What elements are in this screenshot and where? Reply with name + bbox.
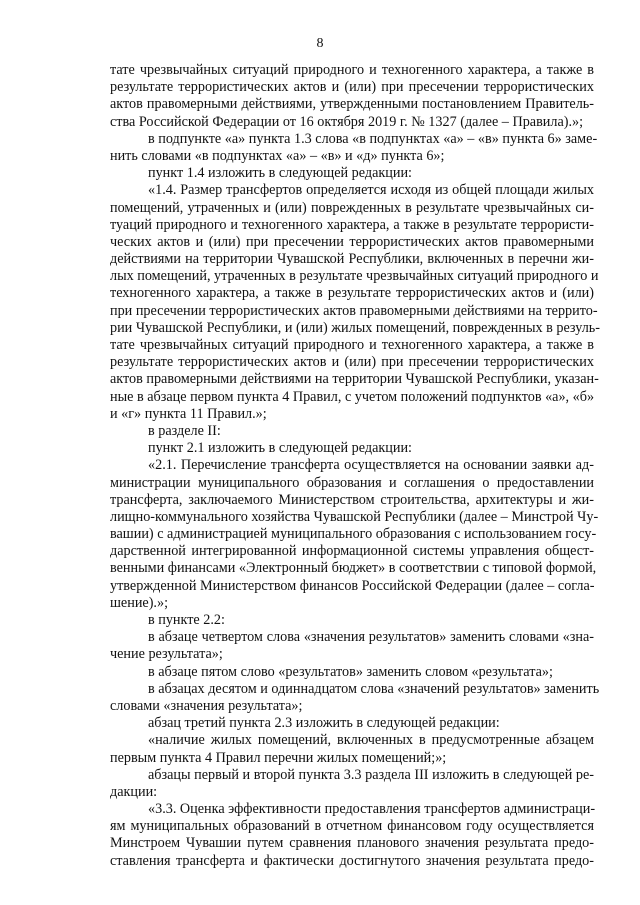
text-line: туаций природного и техногенного характера, а также в результате террористи- — [110, 216, 594, 233]
text-line: результате террористических актов и (или) при пресечении террористических — [110, 354, 594, 371]
text-line: при пресечении террористических актов правомерными действиями на террито- — [110, 302, 598, 319]
text-line: в абзацах десятом и одиннадцатом слова «значений результатов» заменить — [148, 680, 600, 697]
text-line: тате чрезвычайных ситуаций природного и техногенного характера, а также в — [110, 62, 594, 78]
text-line: в разделе II: — [148, 422, 221, 439]
text-line: техногенного характера, а также в результате террористических актов и (или) — [110, 285, 594, 302]
text-line: утвержденной Министерством финансов Российской Федерации (далее – согла- — [110, 577, 595, 594]
text-line: «наличие жилых помещений, включенных в предусмотренные абзацем — [148, 732, 594, 749]
page-number: 8 — [316, 36, 324, 51]
text-line: в абзаце четвертом слова «значения результатов» заменить словами «зна- — [148, 629, 594, 646]
text-line: первым пункта 4 Правил перечни жилых помещений;»; — [110, 749, 447, 766]
text-line: ства Российской Федерации от 16 октября 2019 г. № 1327 (далее – Правила).»; — [110, 113, 584, 130]
text-line: словами «значения результата»; — [110, 697, 303, 714]
text-line: чение результата»; — [110, 646, 223, 663]
text-line: пункт 1.4 изложить в следующей редакции: — [148, 165, 412, 182]
text-line: пункт 2.1 изложить в следующей редакции: — [148, 440, 412, 457]
text-line: в пункте 2.2: — [148, 612, 225, 628]
text-line: Минстроем Чувашии путем сравнения планового значения результата предо- — [110, 835, 594, 852]
text-line: министрации муниципального образования и соглашения о предоставлении — [110, 474, 594, 491]
text-line: актов правомерными действиями, утвержденными постановлением Правитель- — [110, 96, 594, 113]
text-line: шение).»; — [110, 594, 169, 611]
text-line: в абзаце пятом слово «результатов» заменить словом «результата»; — [148, 663, 553, 680]
text-line: и «г» пункта 11 Правил.»; — [110, 405, 267, 422]
text-line: абзацы первый и второй пункта 3.3 раздела III изложить в следующей ре- — [148, 766, 594, 783]
text-line: рии Чувашской Республики, и (или) жилых помещений, поврежденных в резуль- — [110, 319, 600, 336]
text-line: актов правомерными действиями на территории Чувашской Республики, указан- — [110, 371, 599, 388]
text-line: «2.1. Перечисление трансферта осуществляется на основании заявки ад- — [148, 457, 594, 474]
text-line: дакции: — [110, 783, 158, 800]
text-line: «1.4. Размер трансфертов определяется исходя из общей площади жилых — [148, 182, 594, 199]
text-line: действиями на территории Чувашской Республики, включенных в перечни жи- — [110, 251, 594, 268]
text-line: абзац третий пункта 2.3 изложить в следующей редакции: — [148, 715, 500, 732]
text-line: ческих актов и (или) при пресечении террористических актов правомерными — [110, 233, 594, 250]
text-line: вашии) с администрацией муниципального образования с использованием госу- — [110, 526, 597, 543]
text-line: венными финансами «Электронный бюджет» в соответствии с типовой формой, — [110, 560, 597, 577]
text-line: лищно-коммунального хозяйства Чувашской Республики (далее – Минстрой Чу- — [110, 508, 599, 525]
text-line: результате террористических актов и (или) при пресечении террористических — [110, 79, 594, 96]
text-line: дарственной интегрированной информационной системы управления общест- — [110, 543, 594, 560]
text-line: ные в абзаце первом пункта 4 Правил, с учетом положений подпунктов «а», «б» — [110, 388, 595, 405]
text-line: помещений, утраченных и (или) поврежденных в результате чрезвычайных си- — [110, 199, 594, 216]
text-line: ям муниципальных образований в отчетном финансовом году осуществляется — [110, 818, 594, 835]
text-line: ставления трансферта и фактически достигнутого значения результата предо- — [110, 852, 594, 869]
text-line: в подпункте «а» пункта 1.3 слова «в подпунктах «а» – «в» пункта 6» заме- — [148, 130, 598, 147]
text-line: трансферта, заключаемого Министерством строительства, архитектуры и жи- — [110, 491, 594, 508]
text-line: «3.3. Оценка эффективности предоставления трансфертов администрaци- — [148, 801, 596, 818]
text-line: нить словами «в подпунктах «а» – «в» и «д» пункта 6»; — [110, 147, 445, 164]
text-line: тате чрезвычайных ситуаций природного и техногенного характера, а также в — [110, 337, 594, 353]
text-line: лых помещений, утраченных в результате чрезвычайных ситуаций природного и — [110, 268, 599, 285]
document-body — [110, 62, 600, 870]
